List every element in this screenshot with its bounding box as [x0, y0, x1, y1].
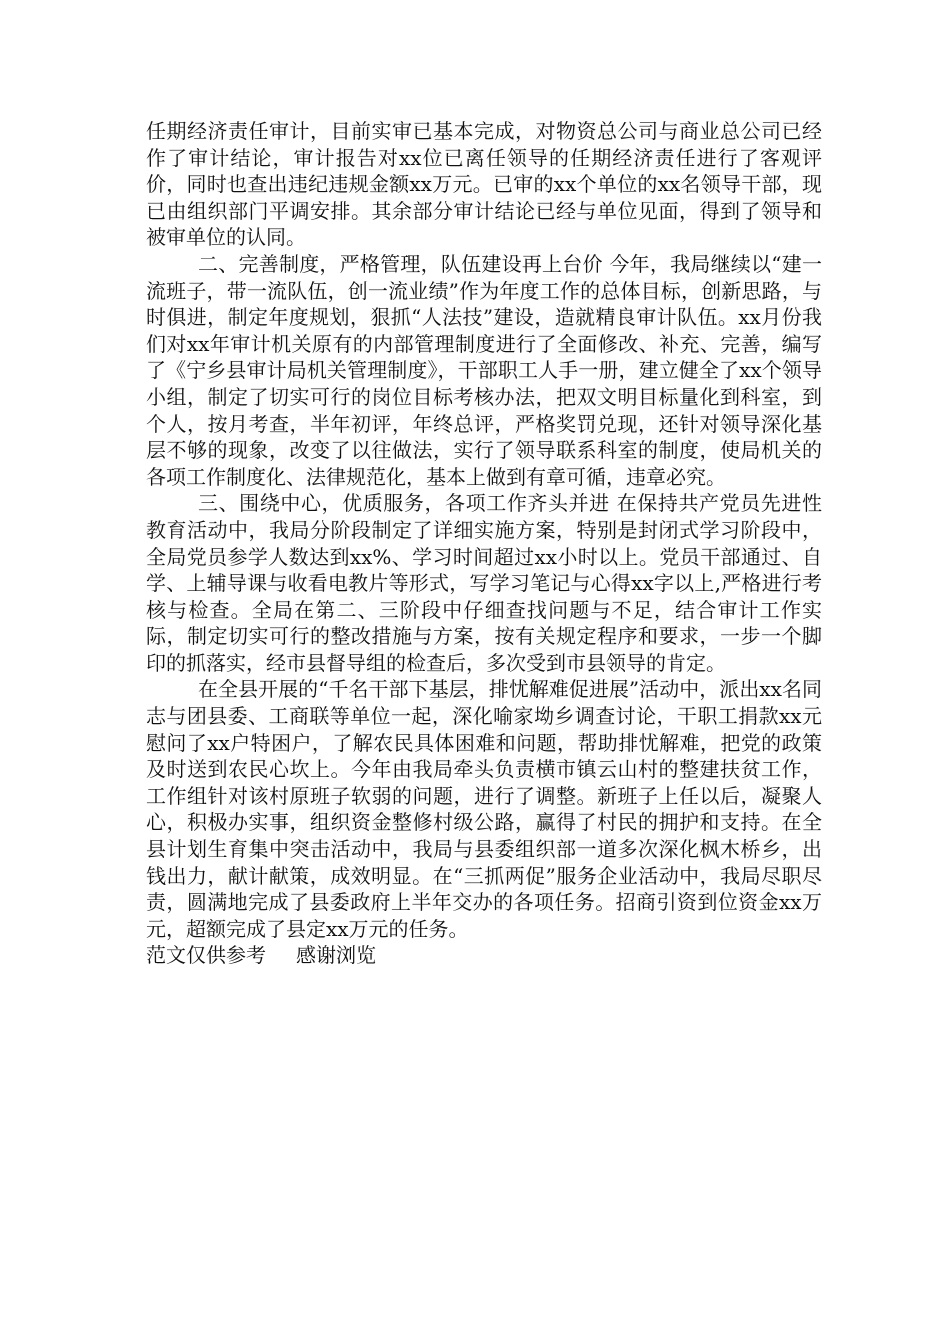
document-footer [146, 942, 822, 969]
document-page [146, 118, 822, 969]
paragraph-central-service: 三、围绕中心，优质服务，各项工作齐头并进 在保持共产党员先进性教育活动中，我局分阶段制定了详细实施方案，特别是封闭式学习阶段中，全局党员参学人数达到xx%、学习时间超过xx小时以上。党员干部通过、自学、上辅导课与收看电教片等形式，写学习笔记与心得xx字以上,严格进行考核与检查。全局在第二、三阶段中仔细查找问题与不足，结合审计工作实际，制定切实可行的整改措施与方案，按有关规定程序和要求，一步一个脚印的抓落实，经市县督导组的检查后，多次受到市县领导的肯定。 [146, 491, 822, 675]
paragraph-grassroots-activity: 在全县开展的“千名干部下基层，排忧解难促进展”活动中，派出xx名同志与团县委、工商联等单位一起，深化喻家坳乡调查讨论，干职工捐款xx元慰问了xx户特困户，了解农民具体困难和问题，帮助排忧解难，把党的政策及时送到农民心坎上。今年由我局牵头负责横市镇云山村的整建扶贫工作，工作组针对该村原班子软弱的问题，进行了调整。新班子上任以后，凝聚人心，积极办实事，组织资金整修村级公路，赢得了村民的拥护和支持。在全县计划生育集中突击活动中，我局与县委组织部一道多次深化枫木桥乡，出钱出力，献计献策，成效明显。在“三抓两促”服务企业活动中，我局尽职尽责，圆满地完成了县委政府上半年交办的各项任务。招商引资到位资金xx万元，超额完成了县定xx万元的任务。 [146, 677, 822, 941]
paragraph-system-improvement: 二、完善制度，严格管理，队伍建设再上台价 今年，我局继续以“建一流班子，带一流队伍，创一流业绩”作为年度工作的总体目标，创新思路，与时俱进，制定年度规划，狠抓“人法技”建设，造就精良审计队伍。xx月份我们对xx年审计机关原有的内部管理制度进行了全面修改、补充、完善，编写了《宁乡县审计局机关管理制度》，干部职工人手一册，建立健全了xx个领导小组，制定了切实可行的岗位目标考核办法，把双文明目标量化到科室，到个人，按月考查，半年初评，年终总评，严格奖罚兑现，还针对领导深化基层不够的现象，改变了以往做法，实行了领导联系科室的制度，使局机关的各项工作制度化、法律规范化，基本上做到有章可循，违章必究。 [146, 251, 822, 489]
paragraph-audit-results: 任期经济责任审计，目前实审已基本完成，对物资总公司与商业总公司已经作了审计结论，审计报告对xx位已离任领导的任期经济责任进行了客观评价，同时也查出违纪违规金额xx万元。已审的xx个单位的xx名领导干部，现已由组织部门平调安排。其余部分审计结论已经与单位见面，得到了领导和被审单位的认同。 [146, 119, 822, 250]
footer-reference-note: 范文仅供参考 [146, 943, 266, 968]
footer-thanks-note: 感谢浏览 [296, 943, 376, 968]
